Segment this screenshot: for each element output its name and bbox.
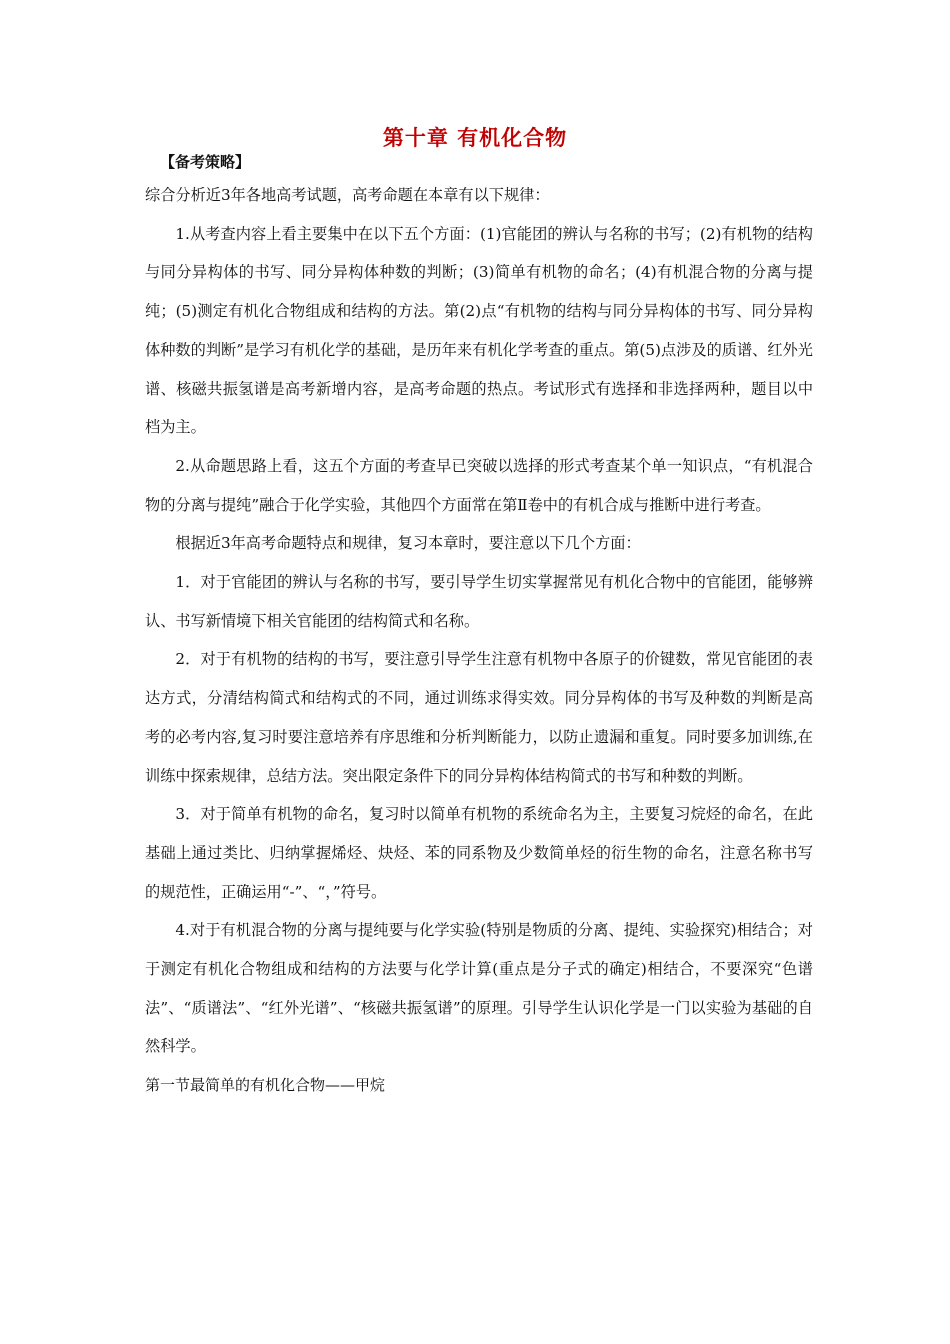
rule-paragraph-2: 2.从命题思路上看，这五个方面的考查早已突破以选择的形式考查某个单一知识点，“有机混合物的分离与提纯”融合于化学实验，其他四个方面常在第Ⅱ卷中的有机合成与推断中进行考查。 [145, 456, 813, 514]
section-label: 【备考策略】 [160, 153, 251, 171]
advice-paragraph-4: 4.对于有机混合物的分离与提纯要与化学实验(特别是物质的分离、提纯、实验探究)相结合；对于测定有机化合物组成和结构的方法要与化学计算(重点是分子式的确定)相结合，不要深究“色谱法”、“质谱法”、“红外光谱”、“核磁共振氢谱”的原理。引导学生认识化学是一门以实验为基础的自然科学。 [145, 921, 813, 1056]
intro-paragraph: 综合分析近3年各地高考试题，高考命题在本章有以下规律： [145, 186, 550, 204]
chapter-title: 第十章 有机化合物 [382, 126, 568, 150]
rule-paragraph-1: 1.从考查内容上看主要集中在以下五个方面：(1)官能团的辨认与名称的书写；(2)有机物的结构与同分异构体的书写、同分异构体种数的判断；(3)简单有机物的命名；(4)有机混合物的分离与提纯；(5)测定有机化合物组成和结构的方法。第(2)点“有机物的结构与同分异构体的书写、同分异构体种数的判断”是学习有机化学的基础，是历年来有机化学考查的重点。第(5)点涉及的质谱、红外光谱、核磁共振氢谱是高考新增内容，是高考命题的热点。考试形式有选择和非选择两种，题目以中档为主。 [145, 224, 813, 437]
document-body [145, 176, 813, 1105]
section-heading: 第一节最简单的有机化合物——甲烷 [145, 1076, 386, 1095]
advice-paragraph-2: 2．对于有机物的结构的书写，要注意引导学生注意有机物中各原子的价键数，常见官能团的表达方式，分清结构简式和结构式的不同，通过训练求得实效。同分异构体的书写及种数的判断是高考的必考内容,复习时要注意培养有序思维和分析判断能力，以防止遗漏和重复。同时要多加训练,在训练中探索规律，总结方法。突出限定条件下的同分异构体结构简式的书写和种数的判断。 [145, 650, 813, 785]
advice-paragraph-3: 3．对于简单有机物的命名，复习时以简单有机物的系统命名为主，主要复习烷烃的命名，在此基础上通过类比、归纳掌握烯烃、炔烃、苯的同系物及少数简单烃的衍生物的命名，注意名称书写的规范性，正确运用“-”、“，”符号。 [145, 805, 813, 901]
advice-paragraph-1: 1．对于官能团的辨认与名称的书写，要引导学生切实掌握常见有机化合物中的官能团，能够辨认、书写新情境下相关官能团的结构简式和名称。 [145, 573, 813, 630]
advice-intro-paragraph: 根据近3年高考命题特点和规律，复习本章时，要注意以下几个方面： [175, 534, 641, 553]
